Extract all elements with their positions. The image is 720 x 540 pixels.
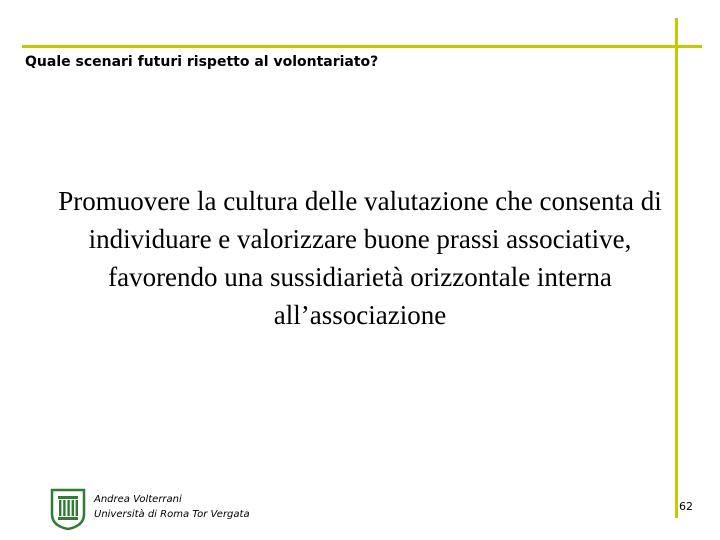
university-crest-icon <box>50 488 86 530</box>
slide-body-text: Promuovere la cultura delle valutazione che consenta di individuare e valorizzare buone prassi associative, favorendo una sussidiarietà orizzontale interna all’associazione <box>58 186 662 330</box>
footer-author-block <box>94 492 250 522</box>
footer-institution: Università di Roma Tor Vergata <box>94 509 250 520</box>
top-accent-rule <box>22 45 702 48</box>
right-accent-rule <box>675 18 678 518</box>
footer-author: Andrea Volterrani <box>94 494 182 505</box>
page-number: 62 <box>679 500 693 513</box>
slide-title: Quale scenari futuri rispetto al volontariato? <box>25 54 379 70</box>
